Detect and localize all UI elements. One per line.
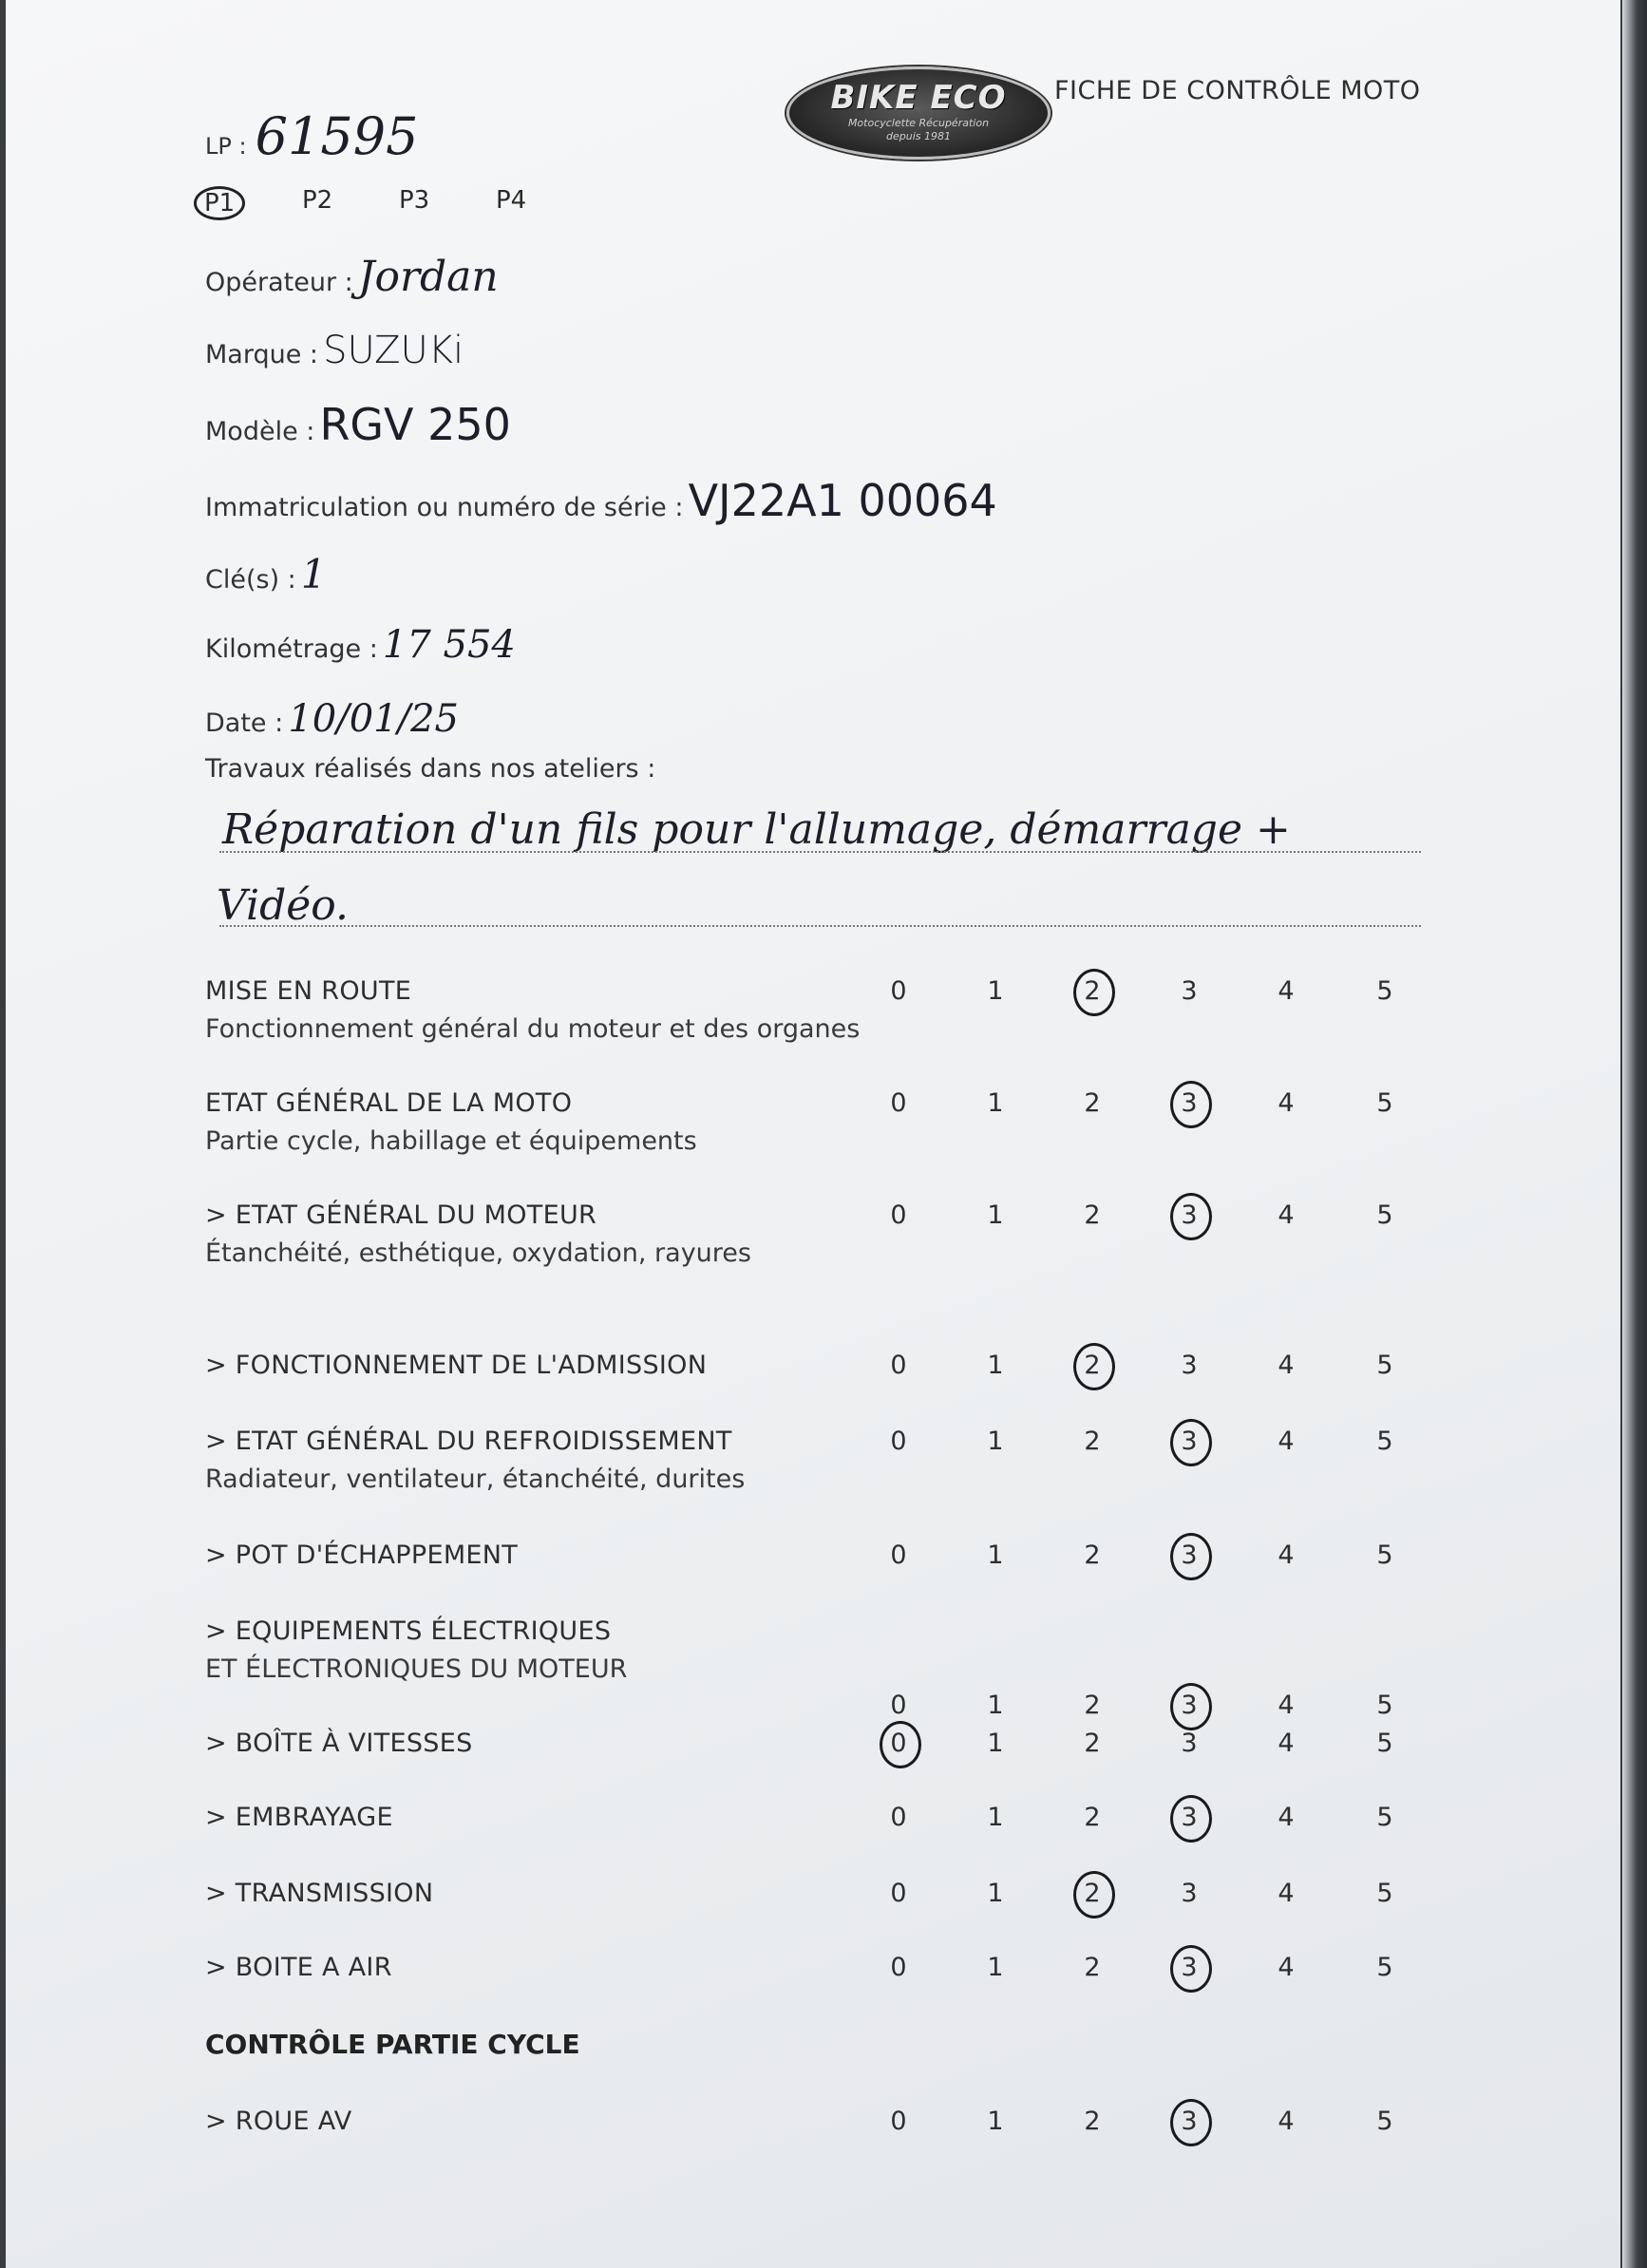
score-option[interactable]: 1 bbox=[987, 1200, 1004, 1230]
mileage-field: Kilométrage : 17 554 bbox=[205, 623, 516, 667]
rating-row-subtitle: Fonctionnement général du moteur et des organes bbox=[205, 1014, 861, 1044]
score-option[interactable]: 4 bbox=[1278, 1427, 1295, 1456]
score-option[interactable]: 4 bbox=[1278, 1691, 1295, 1720]
score-option[interactable]: 3 bbox=[1170, 1200, 1208, 1230]
score-option[interactable]: 1 bbox=[987, 1803, 1004, 1832]
score-option[interactable]: 4 bbox=[1278, 1540, 1295, 1570]
score-option[interactable]: 3 bbox=[1181, 976, 1198, 1006]
position-p2[interactable]: P2 bbox=[302, 186, 333, 215]
rating-row-title: > TRANSMISSION bbox=[205, 1879, 434, 1908]
brand-field: Marque : SUZUKi bbox=[205, 329, 464, 372]
model-field: Modèle : RGV 250 bbox=[205, 399, 511, 450]
score-option[interactable]: 2 bbox=[1084, 1088, 1101, 1118]
rating-row-title: MISE EN ROUTE bbox=[205, 976, 412, 1006]
form-title: FICHE DE CONTRÔLE MOTO bbox=[1054, 76, 1421, 105]
keys-value[interactable]: 1 bbox=[300, 551, 327, 597]
work-line-divider-2 bbox=[219, 925, 1421, 927]
work-done-label: Travaux réalisés dans nos ateliers : bbox=[205, 754, 656, 784]
work-line-divider-1 bbox=[219, 851, 1421, 853]
score-option[interactable]: 5 bbox=[1376, 1088, 1393, 1118]
score-option[interactable]: 0 bbox=[890, 2107, 907, 2136]
rating-row-subtitle: Étanchéité, esthétique, oxydation, rayures bbox=[205, 1238, 751, 1268]
score-option[interactable]: 2 bbox=[1084, 1427, 1101, 1456]
score-option[interactable]: 0 bbox=[890, 1088, 907, 1118]
score-option[interactable]: 1 bbox=[987, 1691, 1004, 1720]
score-option[interactable]: 1 bbox=[987, 1540, 1004, 1570]
rating-row-subtitle: Partie cycle, habillage et équipements bbox=[205, 1126, 697, 1156]
date-value[interactable]: 10/01/25 bbox=[288, 697, 459, 741]
score-option[interactable]: 0 bbox=[890, 1351, 907, 1380]
score-option[interactable]: 5 bbox=[1376, 1200, 1393, 1230]
score-option[interactable]: 0 bbox=[890, 1427, 907, 1456]
model-value[interactable]: RGV 250 bbox=[319, 399, 511, 450]
score-option[interactable]: 5 bbox=[1376, 1879, 1393, 1908]
score-option[interactable]: 1 bbox=[987, 1351, 1004, 1380]
rating-row-subtitle: ET ÉLECTRONIQUES DU MOTEUR bbox=[205, 1654, 628, 1684]
score-option[interactable]: 1 bbox=[987, 1088, 1004, 1118]
score-option[interactable]: 0 bbox=[880, 1729, 918, 1758]
operator-value[interactable]: Jordan bbox=[357, 253, 499, 301]
score-option[interactable]: 5 bbox=[1376, 2107, 1393, 2136]
score-option[interactable]: 3 bbox=[1181, 1879, 1198, 1908]
rating-row-title: > ETAT GÉNÉRAL DU MOTEUR bbox=[205, 1200, 597, 1230]
score-option[interactable]: 3 bbox=[1170, 1088, 1208, 1118]
score-option[interactable]: 4 bbox=[1278, 1351, 1295, 1380]
score-option[interactable]: 4 bbox=[1278, 2107, 1295, 2136]
score-option[interactable]: 5 bbox=[1376, 1691, 1393, 1720]
score-option[interactable]: 3 bbox=[1170, 1953, 1208, 1982]
score-option[interactable]: 0 bbox=[890, 1540, 907, 1570]
score-option[interactable]: 3 bbox=[1170, 1427, 1208, 1456]
score-option[interactable]: 0 bbox=[890, 1691, 907, 1720]
score-option[interactable]: 5 bbox=[1376, 1540, 1393, 1570]
score-option[interactable]: 1 bbox=[987, 1879, 1004, 1908]
mileage-value[interactable]: 17 554 bbox=[382, 623, 516, 667]
rating-row-title: > ROUE AV bbox=[205, 2107, 352, 2136]
score-option[interactable]: 4 bbox=[1278, 1729, 1295, 1758]
score-option[interactable]: 4 bbox=[1278, 1879, 1295, 1908]
score-option[interactable]: 0 bbox=[890, 1803, 907, 1832]
score-option[interactable]: 5 bbox=[1376, 1953, 1393, 1982]
position-p1[interactable]: P1 bbox=[194, 186, 245, 220]
keys-field: Clé(s) : 1 bbox=[205, 551, 327, 597]
score-option[interactable]: 5 bbox=[1376, 1803, 1393, 1832]
rating-row-title: > FONCTIONNEMENT DE L'ADMISSION bbox=[205, 1351, 708, 1380]
score-option[interactable]: 2 bbox=[1084, 1953, 1101, 1982]
score-option[interactable]: 2 bbox=[1084, 1729, 1101, 1758]
score-option[interactable]: 1 bbox=[987, 1729, 1004, 1758]
score-option[interactable]: 3 bbox=[1170, 1540, 1208, 1570]
score-option[interactable]: 5 bbox=[1376, 976, 1393, 1006]
score-option[interactable]: 1 bbox=[987, 2107, 1004, 2136]
score-option[interactable]: 1 bbox=[987, 1427, 1004, 1456]
score-option[interactable]: 2 bbox=[1073, 976, 1111, 1006]
rating-row-title: > POT D'ÉCHAPPEMENT bbox=[205, 1540, 519, 1570]
rating-row-subtitle: Radiateur, ventilateur, étanchéité, durites bbox=[205, 1465, 746, 1494]
section-title: CONTRÔLE PARTIE CYCLE bbox=[205, 2029, 580, 2060]
score-option[interactable]: 3 bbox=[1170, 2107, 1208, 2136]
rating-row-title: > BOITE A AIR bbox=[205, 1953, 392, 1982]
score-option[interactable]: 4 bbox=[1278, 1200, 1295, 1230]
rating-row-title: ETAT GÉNÉRAL DE LA MOTO bbox=[205, 1088, 573, 1118]
lp-field: LP : 61595 bbox=[205, 106, 419, 166]
score-option[interactable]: 0 bbox=[890, 1953, 907, 1982]
folder-edge bbox=[1622, 0, 1647, 2268]
score-option[interactable]: 0 bbox=[890, 1879, 907, 1908]
rating-row-title: > EMBRAYAGE bbox=[205, 1803, 393, 1832]
control-sheet bbox=[6, 0, 1620, 2268]
score-option[interactable]: 4 bbox=[1278, 976, 1295, 1006]
score-option[interactable]: 2 bbox=[1084, 2107, 1101, 2136]
score-option[interactable]: 2 bbox=[1073, 1879, 1111, 1908]
score-option[interactable]: 5 bbox=[1376, 1729, 1393, 1758]
rating-row-title: > BOÎTE À VITESSES bbox=[205, 1729, 473, 1758]
work-done-line-1[interactable]: Réparation d'un fils pour l'allumage, démarrage + bbox=[222, 805, 1291, 854]
score-option[interactable]: 1 bbox=[987, 1953, 1004, 1982]
score-option[interactable]: 5 bbox=[1376, 1427, 1393, 1456]
score-option[interactable]: 0 bbox=[890, 1200, 907, 1230]
score-option[interactable]: 4 bbox=[1278, 1953, 1295, 1982]
brand-value[interactable]: SUZUKi bbox=[323, 329, 464, 372]
work-done-line-2[interactable]: Vidéo. bbox=[217, 881, 349, 930]
score-option[interactable]: 2 bbox=[1084, 1691, 1101, 1720]
score-option[interactable]: 2 bbox=[1084, 1803, 1101, 1832]
score-option[interactable]: 2 bbox=[1084, 1200, 1101, 1230]
position-p4[interactable]: P4 bbox=[496, 186, 527, 215]
score-option[interactable]: 3 bbox=[1170, 1691, 1208, 1720]
lp-value[interactable]: 61595 bbox=[255, 106, 419, 166]
rating-row-title: > EQUIPEMENTS ÉLECTRIQUES bbox=[205, 1616, 612, 1646]
score-option[interactable]: 3 bbox=[1181, 1351, 1198, 1380]
score-option[interactable]: 3 bbox=[1181, 1729, 1198, 1758]
score-option[interactable]: 3 bbox=[1170, 1803, 1208, 1832]
rating-row-title: > ETAT GÉNÉRAL DU REFROIDISSEMENT bbox=[205, 1427, 732, 1456]
date-field: Date : 10/01/25 bbox=[205, 697, 459, 741]
registration-value[interactable]: VJ22A1 00064 bbox=[688, 475, 997, 526]
score-option[interactable]: 0 bbox=[890, 976, 907, 1006]
score-option[interactable]: 4 bbox=[1278, 1088, 1295, 1118]
operator-field: Opérateur : Jordan bbox=[205, 253, 499, 301]
score-option[interactable]: 2 bbox=[1073, 1351, 1111, 1380]
position-p3[interactable]: P3 bbox=[399, 186, 430, 215]
bike-eco-logo: BIKE ECO Motocyclette Récupération depuis 1981 bbox=[786, 66, 1051, 160]
registration-field: Immatriculation ou numéro de série : VJ22A1 00064 bbox=[205, 475, 997, 526]
score-option[interactable]: 5 bbox=[1376, 1351, 1393, 1380]
score-option[interactable]: 2 bbox=[1084, 1540, 1101, 1570]
score-option[interactable]: 1 bbox=[987, 976, 1004, 1006]
score-option[interactable]: 4 bbox=[1278, 1803, 1295, 1832]
